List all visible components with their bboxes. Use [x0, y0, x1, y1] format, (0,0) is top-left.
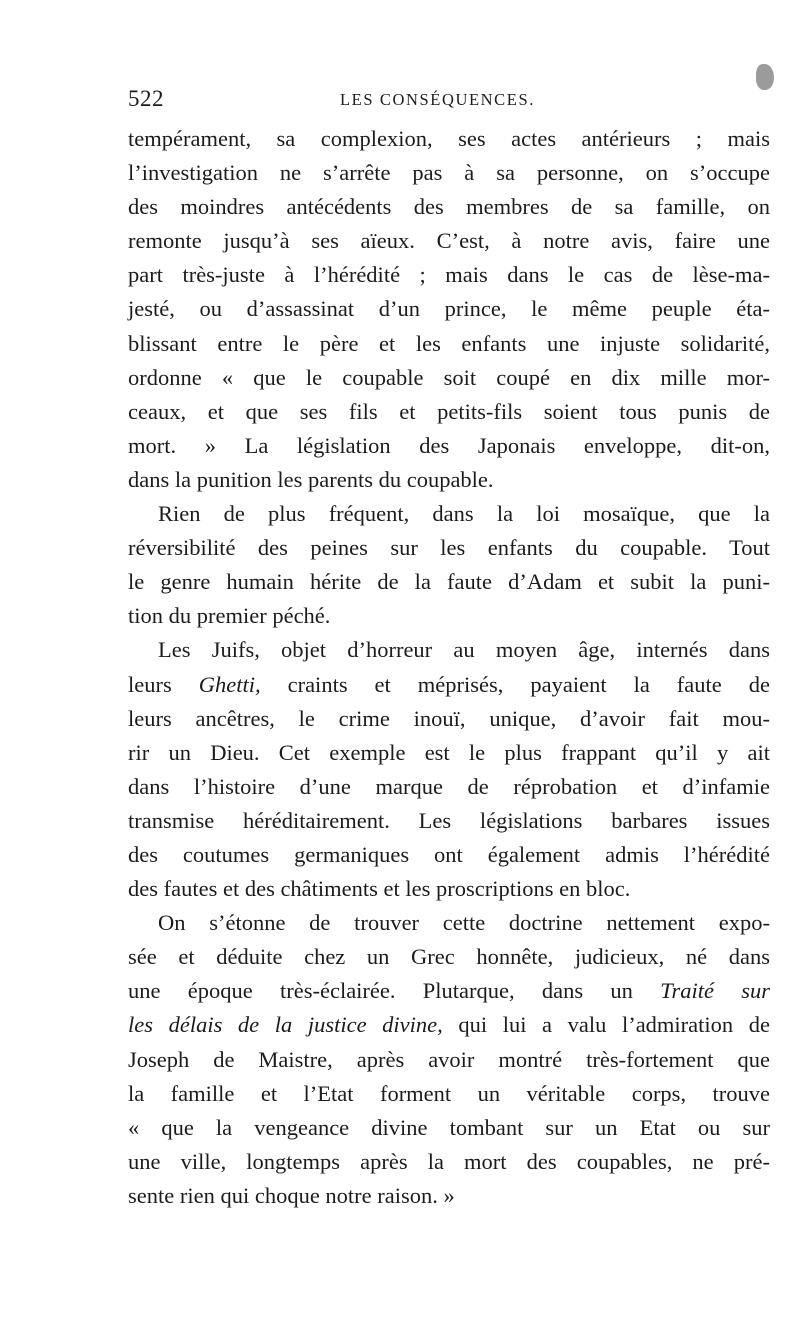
text-line: leurs ancêtres, le crime inouï, unique, d’avoir fait mou- [128, 705, 770, 731]
line-segment: une époque très-éclairée. Plutarque, dans un [128, 978, 661, 1004]
text-line [128, 974, 770, 1008]
text-line: rir un Dieu. Cet exemple est le plus frappant qu’il y ait [128, 739, 770, 765]
text-line: remonte jusqu’à ses aïeux. C’est, à notre avis, faire une [128, 228, 770, 254]
text-line: sée et déduite chez un Grec honnête, judicieux, né dans [128, 944, 770, 970]
text-line: des moindres antécédents des membres de sa famille, on [128, 194, 770, 220]
text-line: le genre humain hérite de la faute d’Adam et subit la puni- [128, 569, 770, 595]
text-line: la famille et l’Etat forment un véritable corps, trouve [128, 1080, 770, 1106]
page-number: 522 [128, 86, 164, 111]
text-line: transmise héréditairement. Les législations barbares issues [128, 807, 770, 833]
text-line: l’investigation ne s’arrête pas à sa personne, on s’occupe [128, 160, 770, 186]
text-line: dans l’histoire d’une marque de réprobation et d’infamie [128, 773, 770, 799]
text-line: tempérament, sa complexion, ses actes antérieurs ; mais [128, 126, 770, 151]
text-line: « que la vengeance divine tombant sur un Etat ou sur [128, 1114, 770, 1140]
running-head: LES CONSÉQUENCES. [340, 90, 535, 109]
italic-title: les délais de la justice divine, [128, 1012, 443, 1038]
text-line: ceaux, et que ses fils et petits-fils soient tous punis de [128, 398, 770, 424]
text-line: part très-juste à l’hérédité ; mais dans le cas de lèse-ma- [128, 262, 770, 288]
text-line: une ville, longtemps après la mort des coupables, ne pré- [128, 1148, 770, 1174]
text-line: réversibilité des peines sur les enfants du coupable. Tout [128, 535, 770, 561]
page-header [128, 86, 768, 116]
line-segment: leurs [128, 671, 199, 697]
text-line: sente rien qui choque notre raison. » [128, 1182, 455, 1208]
paragraph-start-line: Rien de plus fréquent, dans la loi mosaïque, que la [158, 501, 770, 527]
text-line: des fautes et des châtiments et les proscriptions en bloc. [128, 876, 631, 902]
text-line: Joseph de Maistre, après avoir montré très-fortement que [128, 1046, 770, 1072]
text-line: tion du premier péché. [128, 603, 331, 629]
italic-title: Traité sur [660, 978, 771, 1004]
line-segment: qui lui a valu l’admiration de [442, 1012, 770, 1038]
line-segment: craints et méprisés, payaient la faute de [260, 671, 770, 697]
paragraph-start-line: On s’étonne de trouver cette doctrine nettement expo- [158, 910, 770, 936]
text-line: dans la punition les parents du coupable. [128, 466, 494, 492]
text-line: mort. » La législation des Japonais enveloppe, dit-on, [128, 432, 770, 458]
paragraph-start-line: Les Juifs, objet d’horreur au moyen âge, internés dans [158, 637, 770, 663]
text-line [128, 1008, 770, 1042]
italic-term: Ghetti, [198, 671, 261, 697]
text-line: des coutumes germaniques ont également admis l’hérédité [128, 841, 770, 867]
text-line: jesté, ou d’assassinat d’un prince, le même peuple éta- [128, 296, 770, 322]
text-line: ordonne « que le coupable soit coupé en dix mille mor- [128, 364, 770, 390]
text-line: blissant entre le père et les enfants une injuste solidarité, [128, 330, 770, 356]
text-line [128, 668, 770, 702]
body-text [128, 122, 770, 1213]
